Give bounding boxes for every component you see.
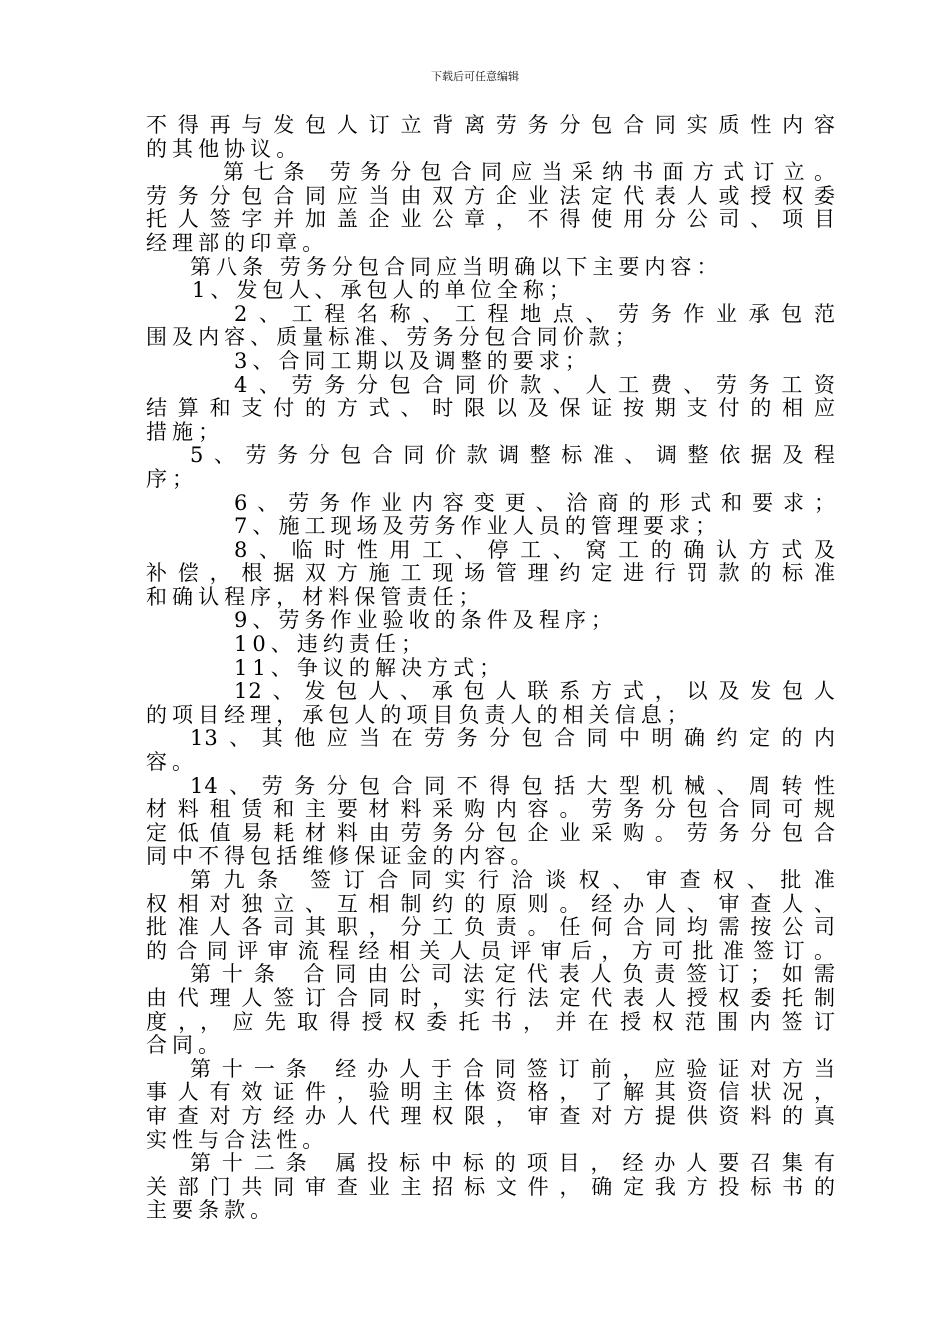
text-line: 的项目经理，承包人的项目负责人的相关信息； xyxy=(146,702,693,727)
text-line: 事人有效证件，验明主体资格，了解其资信状况， xyxy=(146,1080,836,1105)
text-line: 和确认程序，材料保管责任； xyxy=(146,584,485,609)
text-line: 的其他协议。 xyxy=(146,136,303,161)
text-line: 4、劳务分包合同价款、人工费、劳务工资 xyxy=(234,372,836,397)
text-line: 12、发包人、承包人联系方式，以及发包人 xyxy=(234,679,836,704)
text-line: 合同。 xyxy=(146,1033,225,1058)
text-line: 同中不得包括维修保证金的内容。 xyxy=(146,844,537,869)
text-line: 14、劳务分包合同不得包括大型机械、周转性 xyxy=(190,773,836,798)
text-line: 实性与合法性。 xyxy=(146,1127,329,1152)
text-line: 13、其他应当在劳务分包合同中明确约定的内 xyxy=(190,726,836,751)
text-line: 第十二条 属投标中标的项目，经办人要召集有 xyxy=(190,1151,836,1176)
text-line: 权相对独立、互相制约的原则。经办人、审查人、 xyxy=(146,891,836,916)
text-line: 5、劳务分包合同价款调整标准、调整依据及程 xyxy=(190,443,836,468)
text-line: 第九条 签订合同实行洽谈权、审查权、批准 xyxy=(190,868,836,892)
document-body xyxy=(146,114,836,1223)
text-line: 定低值易耗材料由劳务分包企业采购。劳务分包合 xyxy=(146,820,836,845)
text-line: 10、违约责任； xyxy=(234,632,428,657)
text-line: 材料租赁和主要材料采购内容。劳务分包合同可规 xyxy=(146,797,836,822)
text-line: 审查对方经办人代理权限，审查对方提供资料的真 xyxy=(146,1103,836,1128)
text-line: 8、临时性用工、停工、窝工的确认方式及 xyxy=(234,537,836,562)
text-line: 措施； xyxy=(146,419,225,444)
text-line: 围及内容、质量标准、劳务分包合同价款； xyxy=(146,325,641,350)
text-line: 劳务分包合同应当由双方企业法定代表人或授权委 xyxy=(146,183,836,208)
text-line: 6、劳务作业内容变更、洽商的形式和要求； xyxy=(234,490,836,515)
text-line: 7、施工现场及劳务作业人员的管理要求； xyxy=(234,514,722,539)
page-header-note: 下载后可任意编辑 xyxy=(431,70,519,83)
text-line: 第十一条 经办人于合同签订前，应验证对方当 xyxy=(190,1056,836,1081)
text-line: 主要条款。 xyxy=(146,1198,277,1223)
text-line: 第十条 合同由公司法定代表人负责签订；如需 xyxy=(190,962,836,987)
text-line: 第八条 劳务分包合同应当明确以下主要内容： xyxy=(190,254,723,279)
text-line: 结算和支付的方式、时限以及保证按期支付的相应 xyxy=(146,396,836,421)
text-line: 批准人各司其职，分工负责。任何合同均需按公司 xyxy=(146,915,836,940)
text-line: 9、劳务作业验收的条件及程序； xyxy=(234,608,617,633)
text-line: 由代理人签订合同时，实行法定代表人授权委托制 xyxy=(146,985,836,1010)
text-line: 补偿，根据双方施工现场管理约定进行罚款的标准 xyxy=(146,561,836,586)
text-line: 关部门共同审查业主招标文件，确定我方投标书的 xyxy=(146,1174,836,1199)
text-line: 第七条 劳务分包合同应当采纳书面方式订立。 xyxy=(223,160,836,185)
text-line: 11、争议的解决方式； xyxy=(234,655,506,680)
text-line: 1、发包人、承包人的单位全称； xyxy=(192,278,575,303)
text-line: 2、工程名称、工程地点、劳务作业承包范 xyxy=(234,301,836,326)
text-line: 的合同评审流程经相关人员评审后，方可批准签订。 xyxy=(146,938,836,963)
text-line: 经理部的印章。 xyxy=(146,230,329,255)
text-line: 不得再与发包人订立背离劳务分包合同实质性内容 xyxy=(146,113,836,137)
text-line: 托人签字并加盖企业公章，不得使用分公司、项目 xyxy=(146,207,836,232)
text-line: 序； xyxy=(146,466,199,491)
text-line: 度，，应先取得授权委托书，并在授权范围内签订 xyxy=(146,1009,836,1034)
text-line: 容。 xyxy=(146,750,199,775)
text-line: 3、合同工期以及调整的要求； xyxy=(234,348,591,373)
